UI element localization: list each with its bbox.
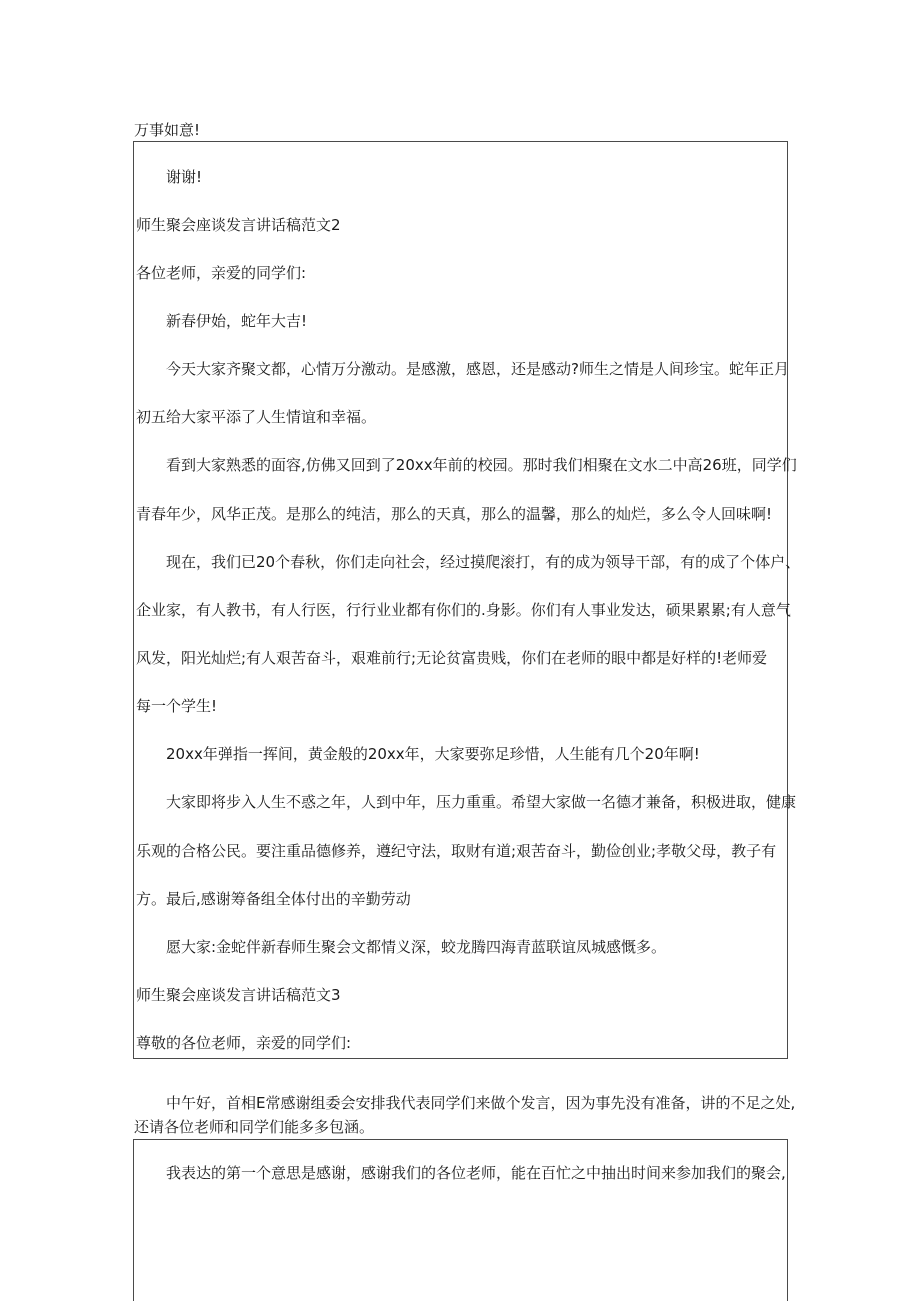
paragraph-7: 愿大家:金蛇伴新春师生聚会文都情义深，蛟龙腾四海青蓝联谊凤城感慨多。 [166, 938, 667, 956]
paragraph-3-line-1: 看到大家熟悉的面容,仿佛又回到了20xx年前的校园。那时我们相聚在文水二中高26班，同学们 [166, 456, 797, 474]
paragraph-4-line-3: 风发，阳光灿烂;有人艰苦奋斗，艰难前行;无论贫富贵贱，你们在老师的眼中都是好样的!老师爱 [136, 649, 768, 667]
paragraph-6-line-1: 大家即将步入人生不惑之年，人到中年，压力重重。希望大家做一名德才兼备，积极进取，健康 [166, 793, 797, 811]
paragraph-6-line-3: 方。最后,感谢筹备组全体付出的辛勤劳动 [136, 890, 411, 908]
paragraph-6-line-2: 乐观的合格公民。要注重品德修养，遵纪守法，取财有道;艰苦奋斗，勤俭创业;孝敬父母，教子有 [136, 842, 777, 860]
paragraph-5: 20xx年弹指一挥间，黄金般的20xx年，大家要弥足珍惜，人生能有几个20年啊! [166, 745, 700, 763]
middle-paragraph-line-1: 中午好，首相E常感谢组委会安排我代表同学们来做个发言，因为事先没有准备，讲的不足之处, [166, 1094, 796, 1112]
closing-line: 万事如意! [134, 121, 201, 139]
paragraph-4-line-2: 企业家，有人教书，有人行医，行行业业都有你们的.身影。你们有人事业发达，硕果累累;有人意气 [136, 601, 791, 619]
paragraph-4-line-1: 现在，我们已20个春秋，你们走向社会，经过摸爬滚打，有的成为领导干部，有的成了个体户、 [166, 553, 801, 571]
paragraph-2-line-2: 初五给大家平添了人生情谊和幸福。 [136, 408, 377, 426]
heading-speech-3: 师生聚会座谈发言讲话稿范文3 [136, 986, 341, 1004]
middle-paragraph-line-2: 还请各位老师和同学们能多多包涵。 [134, 1118, 375, 1136]
greeting-speech-2: 各位老师，亲爱的同学们: [136, 264, 307, 282]
thanks-line: 谢谢! [166, 168, 203, 186]
heading-speech-2: 师生聚会座谈发言讲话稿范文2 [136, 216, 341, 234]
box2-paragraph: 我表达的第一个意思是感谢，感谢我们的各位老师，能在百忙之中抽出时间来参加我们的聚会, [166, 1164, 786, 1182]
paragraph-3-line-2: 青春年少，风华正茂。是那么的纯洁，那么的天真，那么的温馨，那么的灿烂，多么令人回味啊! [136, 505, 773, 523]
paragraph-new-year: 新春伊始，蛇年大吉! [166, 312, 308, 330]
paragraph-2-line-1: 今天大家齐聚文都，心情万分激动。是感激，感恩，还是感动?师生之情是人间珍宝。蛇年正月 [166, 360, 789, 378]
paragraph-4-line-4: 每一个学生! [136, 697, 218, 715]
greeting-speech-3: 尊敬的各位老师，亲爱的同学们: [136, 1034, 352, 1052]
